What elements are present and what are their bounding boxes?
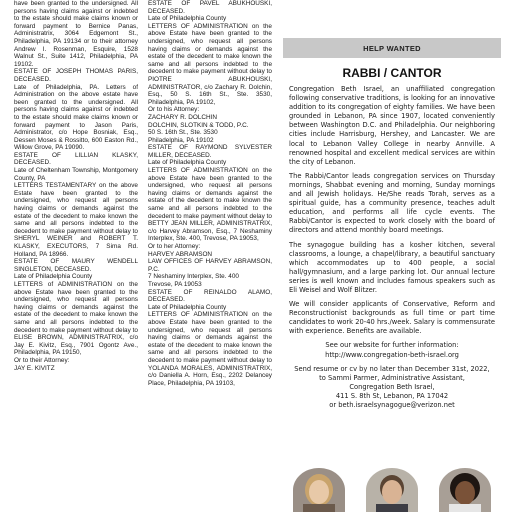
ad-paragraph: The Rabbi/Cantor leads congregation services on Thursday mornings, Shabbat evening and morning, Sunday mornings and all Jewish holidays. He/She reads Torah, serves as a spiritual guide, has a community presence, teaches adult education, and performs all life cycle events. The Rabbi/Cantor is expected to work closely with the board of directors and attend monthly board meetings. [289,171,495,235]
legal-notices-column-1 [14,0,138,512]
photo-strip [283,468,501,512]
section-header: HELP WANTED [283,38,501,58]
resume-line: to Sammi Parmer, Administrative Assistant, [319,373,465,382]
person-photo [439,468,491,512]
resume-line: Send resume or cv by no later than December 31st, 2022, [294,364,490,373]
estate-notice: ESTATE OF MAURY WENDELL SINGLETON, DECEASED. Late of Philadelphia County LETTERS of ADMINISTRATION on the above Estate have been granted to the undersigned, who request all persons having claims or demands against the estate of the decedent to make known the same and all persons indebted to the decedent to make payment without delay to ELISE BROWN, ADMINISTRATRIX, c/o Jay E. Kivitz, Esq., 7901 Ogontz Ave., Philadelphia, PA 19150, Or to their Attorney: JAY E. KIVITZ [14,258,138,372]
ad-paragraph: The synagogue building has a kosher kitchen, several classrooms, a lounge, a chapel/library, a beautiful sanctuary which accommodates up to 400 people, a social hall/gymnasium, and a large parking lot. Our annual lecture series is well known and includes famous speakers such as Eli Weisel and Wolf Blitzer. [289,240,495,294]
contact-info [289,341,495,410]
estate-notice: ESTATE OF JOSEPH THOMAS PARIS, DECEASED. Late of Philadelphia, PA. Letters of Administration on the above estate have been granted to the undersigned. All persons having claims against or indebted to the estate should make claims known or forward payment to Jason Paris, Administrator, c/o Hope Bosniak, Esq., Dessen Moses & Rossitto, 600 Easton Rd., Willow Grove, PA 19090. [14,68,138,152]
ad-paragraph: Congregation Beth Israel, an unaffiliated congregation following conservative traditions, is looking for an innovative addition to its congregation of eighty families. We have been grounded in Lebanon, PA since 1907, located conveniently between Washington D.C. and Philadelphia. Our neighboring cities include Harrisburg, Hershey, and Lancaster. We are local to Lebanon Valley College in nearby Annville. A renowned hospital and excellent medical services are within the city of Lebanon. [289,85,495,166]
ad-paragraph: We will consider applicants of Conservative, Reform and Reconstructionist backgrounds as full time or part time candidates to work 20-40 hrs./week. Salary is commensurate with experience. Benefits are available. [289,300,495,336]
resume-line: Congregation Beth Israel, [349,382,435,391]
website-link[interactable]: http://www.congregation-beth-israel.org [325,350,459,359]
person-photo [366,468,418,512]
person-photo [293,468,345,512]
estate-notice: ESTATE OF PAVEL ABUKHOUSKI, DECEASED. Late of Philadelphia County LETTERS OF ADMINISTRATION on the above Estate have been granted to the undersigned, who request all persons having claims or demands against the estate of the decedent to make known the same and all persons indebted to the decedent to make payment without delay to PIOTRE ABUKHOUSKI, ADMINISTRATOR, c/o Zachary R. Dolchin, Esq., 50 S. 16th St., Ste. 3530, Philadelphia, PA 19102, Or to his Attorney: ZACHARY R. DOLCHIN DOLCHIN, SLOTKIN & TODD, P.C. 50 S. 16th St., Ste. 3530 Philadelphia, PA 19102 [148,0,272,144]
estate-notice: ESTATE OF LILLIAN KLASKY, DECEASED. Late of Cheltenham Township, Montgomery County, PA LETTERS TESTAMENTARY on the above Estate have been granted to the undersigned, who request all persons having claims or demands against the estate of the decedent to make known the same and all persons indebted to the decedent to make payment without delay to SHERYL WEINER and ROBERT T. KLASKY, EXECUTORS, 7 Sima Rd. Holland, PA 18966. [14,151,138,258]
legal-notices-column-2 [148,0,272,512]
estate-notice: ESTATE OF RAYMOND SYLVESTER MILLER, DECEASED. Late of Philadelphia County LETTERS OF ADMINISTRATION on the above Estate have been granted to the undersigned, who request all persons having claims or demands against the estate of the decedent to make known the same and all persons indebted to the decedent to make payment without delay to BETTY JEAN MILLER, ADMINISTRATRIX, c/o Harvey Abramson, Esq., 7 Neshaminy Interplex, Ste. 400, Trevose, PA 19053, Or to her Attorney: HARVEY ABRAMSON LAW OFFICES OF HARVEY ABRAMSON, P.C. 7 Neshaminy Interplex, Ste. 400 Trevose, PA 19053 [148,144,272,288]
resume-line: 411 S. 8th St, Lebanon, PA 17042 [335,391,449,400]
estate-notice: have been granted to the undersigned. All persons having claims against or indebted to the estate should make claims known or forward payment to Bernice Panas, Administratrix, 3064 Edgemont St., Philadelphia, PA 19134 or to their attorney Andrew I. Rosenman, Esquire, 1528 Walnut St., Suite 1412, Philadelphia, PA 19102. [14,0,138,68]
website-intro: See our website for further information: [325,341,459,350]
ad-title: RABBI / CANTOR [342,66,442,80]
estate-notice: ESTATE OF REINALDO ALAMO, DECEASED. Late of Philadelphia County LETTERS OF ADMINISTRATION on the above Estate have been granted to the undersigned, who request all persons having claims or demands against the estate of the decedent to make known the same and all persons indebted to the decedent to make payment without delay to YOLANDA MORALES, ADMINISTRATRIX, c/o Daniella A. Horn, Esq., 2202 Delancey Place, Philadelphia, PA 19103, [148,288,272,387]
help-wanted-ad [283,30,501,512]
email-link[interactable]: or beth.israelsynagogue@verizon.net [329,401,455,409]
